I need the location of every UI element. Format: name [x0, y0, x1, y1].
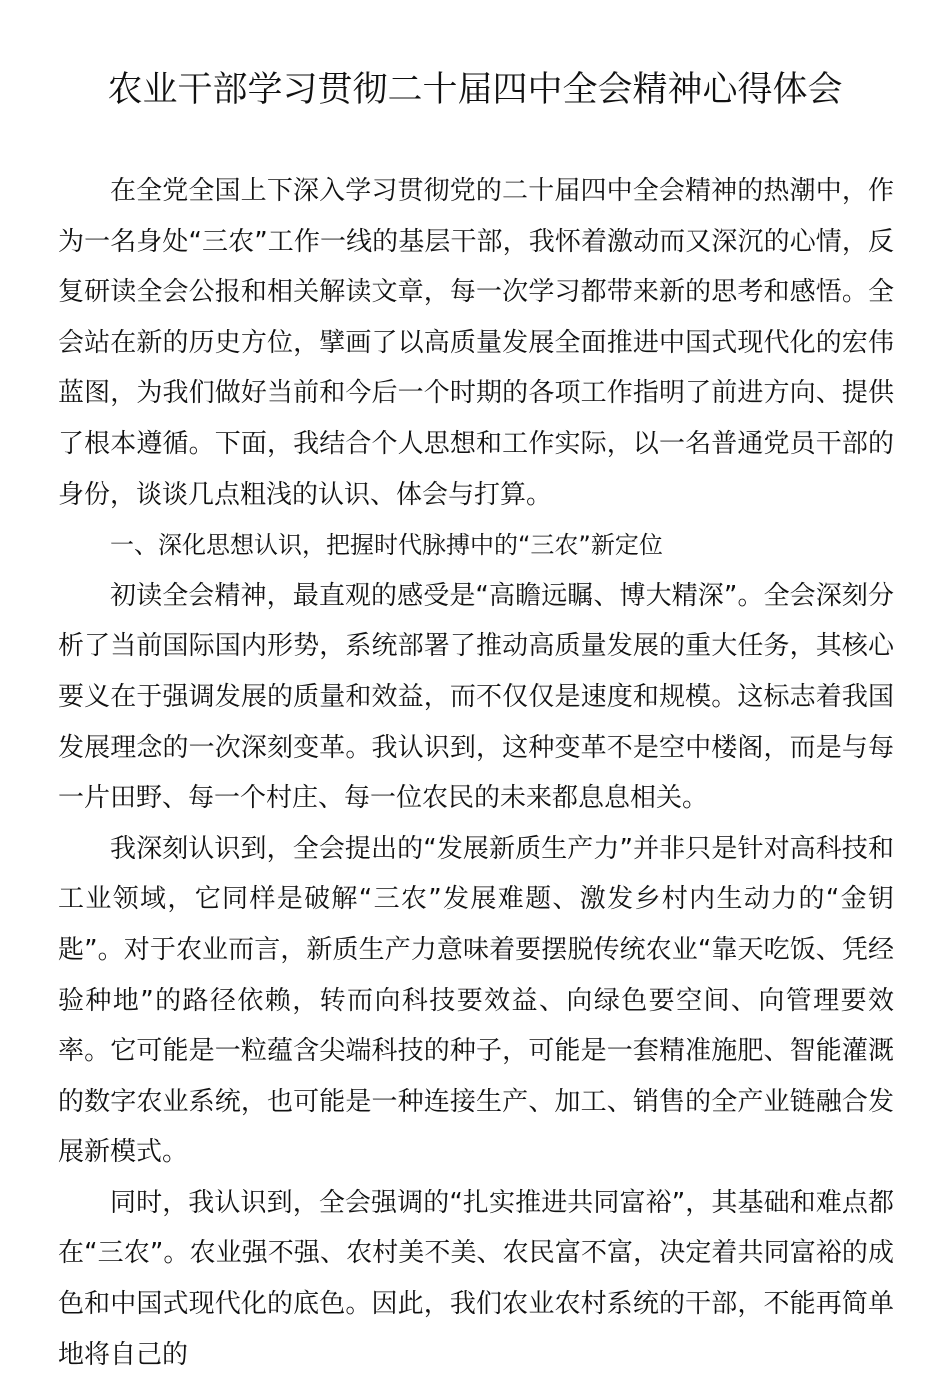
section-heading-1: 一、深化思想认识，把握时代脉搏中的“三农”新定位: [110, 531, 663, 560]
section-paragraph-1: 初读全会精神，最直观的感受是“高瞻远瞩、博大精深”。全会深刻分析了当前国际国内形势，系统部署了推动高质量发展的重大任务，其核心要义在于强调发展的质量和效益，而不仅仅是速度和规模。这标志着我国发展理念的一次深刻变革。我认识到，这种变革不是空中楼阁，而是与每一片田野、每一个村庄、每一位农民的未来都息息相关。: [58, 580, 894, 814]
section-paragraph-2: 我深刻认识到，全会提出的“发展新质生产力”并非只是针对高科技和工业领域，它同样是破解“三农”发展难题、激发乡村内生动力的“金钥匙”。对于农业而言，新质生产力意味着要摆脱传统农业“靠天吃饭、凭经验种地”的路径依赖，转而向科技要效益、向绿色要空间、向管理要效率。它可能是一粒蕴含尖端科技的种子，可能是一套精准施肥、智能灌溉的数字农业系统，也可能是一种连接生产、加工、销售的全产业链融合发展新模式。: [58, 833, 894, 1168]
intro-paragraph: 在全党全国上下深入学习贯彻党的二十届四中全会精神的热潮中，作为一名身处“三农”工作一线的基层干部，我怀着激动而又深沉的心情，反复研读全会公报和相关解读文章，每一次学习都带来新的思考和感悟。全会站在新的历史方位，擘画了以高质量发展全面推进中国式现代化的宏伟蓝图，为我们做好当前和今后一个时期的各项工作指明了前进方向、提供了根本遵循。下面，我结合个人思想和工作实际，以一名普通党员干部的身份，谈谈几点粗浅的认识、体会与打算。: [58, 176, 894, 510]
document-title: 农业干部学习贯彻二十届四中全会精神心得体会: [107, 70, 843, 110]
section-paragraph-3: 同时，我认识到，全会强调的“扎实推进共同富裕”，其基础和难点都在“三农”。农业强不强、农村美不美、农民富不富，决定着共同富裕的成色和中国式现代化的底色。因此，我们农业农村系统的干部，不能再简单地将自己的: [58, 1187, 894, 1370]
document-body: [58, 166, 894, 1380]
